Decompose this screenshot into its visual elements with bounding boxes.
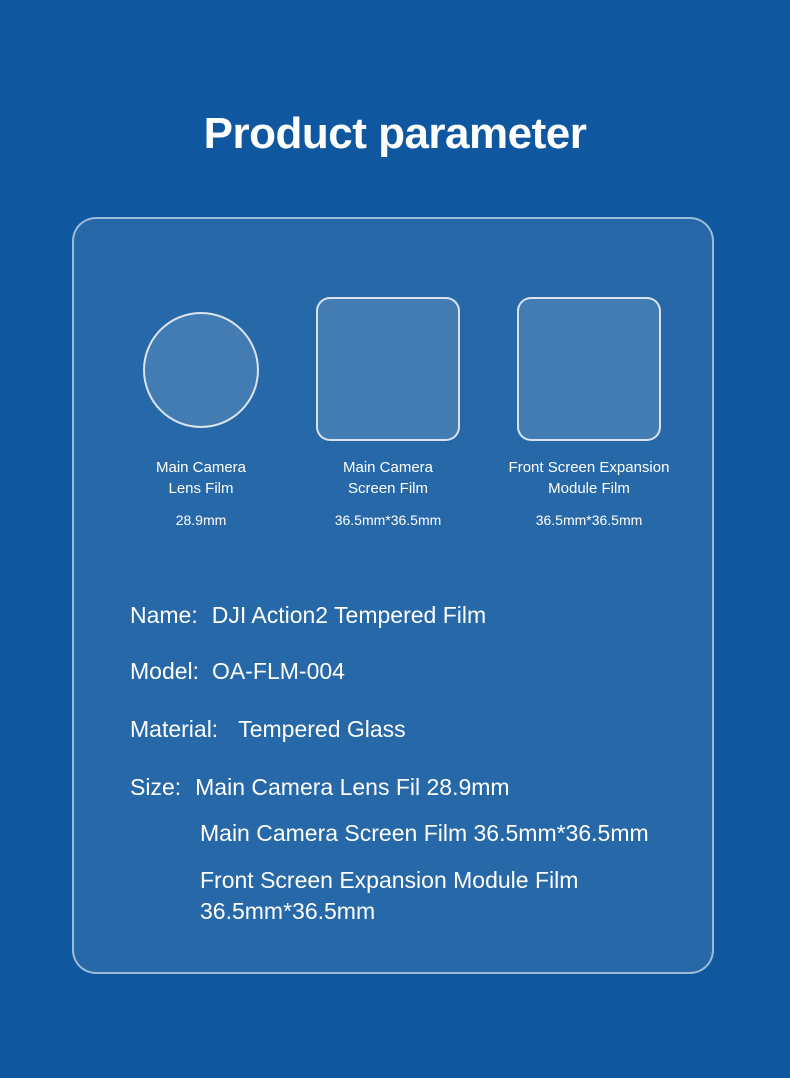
spec-name-row	[130, 600, 486, 631]
spec-size-line-module-dims: 36.5mm*36.5mm	[200, 898, 376, 924]
module-film-size: 36.5mm*36.5mm	[535, 512, 643, 528]
spec-material-value: Tempered Glass	[238, 716, 406, 742]
spec-material-row	[130, 714, 406, 745]
round-lens-film-icon	[143, 312, 259, 428]
square-screen-film-icon	[316, 297, 460, 441]
spec-size-label: Size:	[130, 774, 182, 800]
screen-film-size: 36.5mm*36.5mm	[334, 512, 442, 528]
screen-film-name-line1: Main Camera	[342, 459, 434, 476]
spec-name-label: Name:	[130, 602, 198, 628]
spec-name-value: DJI Action2 Tempered Film	[211, 602, 487, 628]
lens-film-name-line2: Lens Film	[168, 480, 234, 497]
module-film-name	[489, 457, 689, 499]
module-film-name-line2: Module Film	[548, 480, 630, 497]
parameter-card	[72, 217, 714, 974]
spec-size-line-lens: Main Camera Lens Fil 28.9mm	[195, 774, 510, 800]
lens-film-name-line1: Main Camera	[155, 459, 247, 476]
spec-size-row	[130, 772, 510, 803]
screen-film-name	[288, 457, 488, 499]
spec-size-line-screen: Main Camera Screen Film 36.5mm*36.5mm	[200, 820, 649, 846]
module-film-name-line1: Front Screen Expansion	[508, 459, 670, 476]
lens-film-size: 28.9mm	[175, 512, 227, 528]
spec-model-label: Model:	[130, 658, 200, 684]
screen-film-name-line2: Screen Film	[347, 480, 429, 497]
spec-size-line-module	[200, 865, 578, 927]
square-module-film-icon	[517, 297, 661, 441]
page-title: Product parameter	[203, 109, 587, 158]
spec-model-row	[130, 656, 345, 687]
spec-model-value: OA-FLM-004	[212, 658, 345, 684]
lens-film-name	[101, 457, 301, 499]
spec-material-label: Material:	[130, 716, 219, 742]
spec-size-line-module-name: Front Screen Expansion Module Film	[200, 867, 579, 893]
